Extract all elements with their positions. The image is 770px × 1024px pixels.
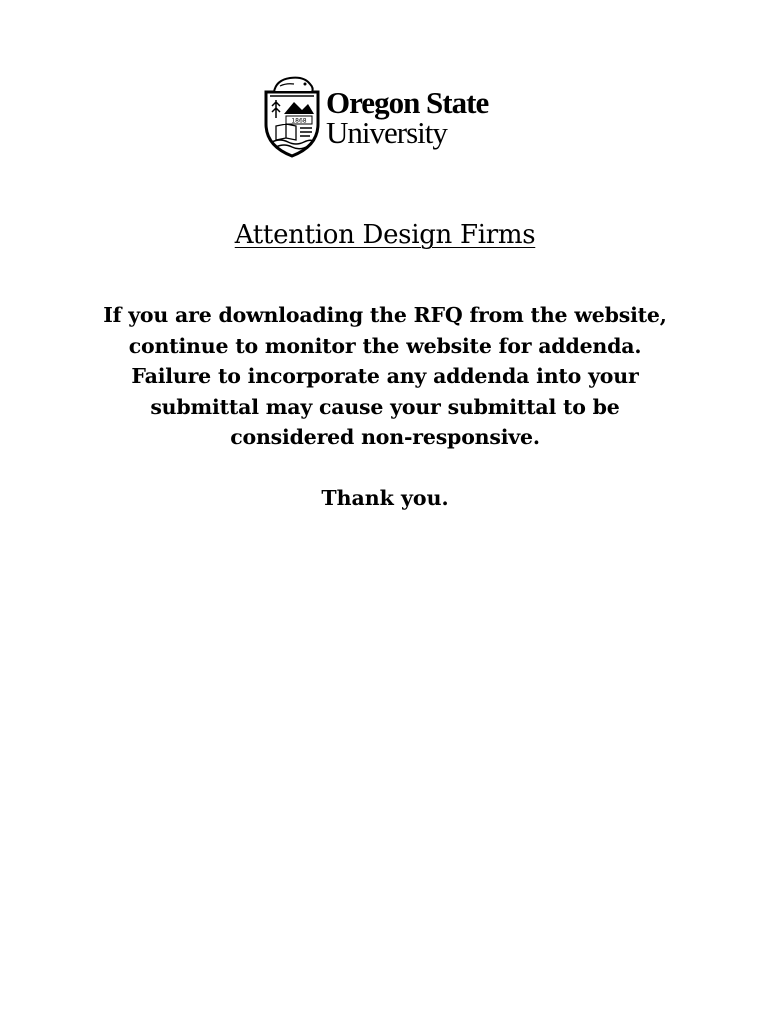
notice-line: continue to monitor the website for addenda. <box>128 333 642 358</box>
osu-seal-icon <box>260 74 324 158</box>
page-heading: Attention Design Firms <box>234 220 536 250</box>
osu-logo <box>260 74 520 160</box>
notice-line: submittal may cause your submittal to be <box>150 394 620 419</box>
wordmark-line-2: University <box>326 115 447 150</box>
notice-paragraph <box>70 300 700 453</box>
closing-text: Thank you. <box>321 486 449 510</box>
notice-line: Failure to incorporate any addenda into your <box>131 364 639 388</box>
notice-line: If you are downloading the RFQ from the website, <box>103 303 667 327</box>
notice-line: considered non-responsive. <box>230 425 540 449</box>
seal-year: 1868 <box>291 117 307 125</box>
wordmark-line-1: Oregon State <box>326 85 489 120</box>
osu-wordmark <box>326 85 489 150</box>
